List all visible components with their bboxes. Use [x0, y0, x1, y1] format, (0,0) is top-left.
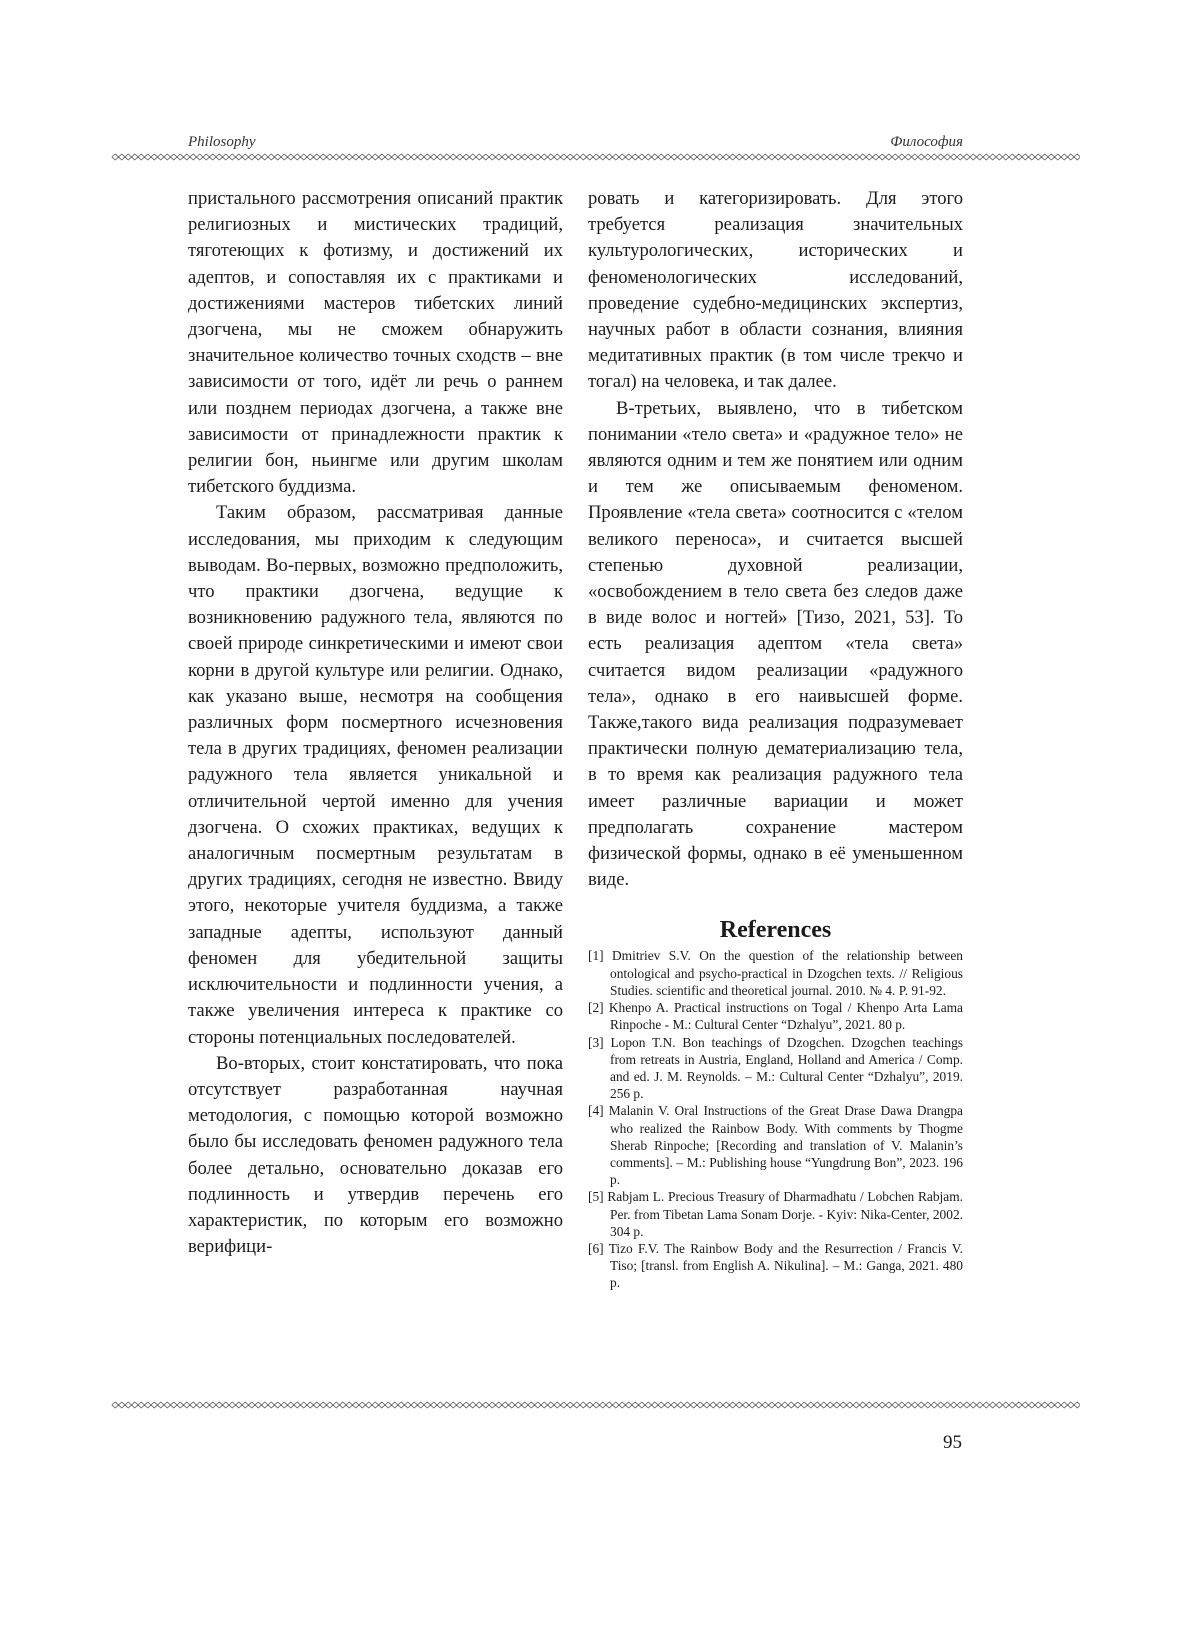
left-column	[188, 186, 563, 1260]
left-paragraph-1: пристального рассмотрения описаний практик религиозных и мистических традиций, тяготеющих к фотизму, и достижений их адептов, и сопоставляя их с практиками и достижениями мастеров тибетских линий дзогчена, мы не сможем обнаружить значительное количество точных сходств – вне зависимости от того, идёт ли речь о раннем или позднем периодах дзогчена, а также вне зависимости от принадлежности практик к религии бон, ньингме или другим школам тибетского буддизма.	[188, 188, 563, 498]
reference-number: [4]	[588, 1103, 604, 1119]
reference-number: [6]	[588, 1240, 604, 1256]
reference-text: Tizo F.V. The Rainbow Body and the Resurrection / Francis V. Tiso; [transl. from English A. Nikulina]. – M.: Ganga, 2021. 480 p.	[608, 1240, 963, 1291]
reference-item	[588, 947, 963, 999]
references-list	[588, 947, 963, 1291]
left-paragraph-3: Во-вторых, стоит констатировать, что пока отсутствует разработанная научная методология, с помощью которой возможно было бы исследовать феномен радужного тела более детально, основательно доказав его подлинность и утвердив перечень его характеристик, по которым его возможно верифици-	[188, 1052, 563, 1258]
references-heading: References	[719, 917, 832, 944]
reference-item	[588, 1188, 963, 1240]
top-ornament-rule	[110, 150, 1080, 164]
bottom-ornament-rule	[110, 1398, 1080, 1412]
reference-item	[588, 1240, 963, 1292]
running-head-right: Философия	[890, 134, 963, 150]
reference-text: Khenpo A. Practical instructions on Togal / Khenpo Arta Lama Rinpoche - M.: Cultural Center “Dzhalyu”, 2021. 80 p.	[608, 1000, 963, 1033]
reference-item	[588, 1034, 963, 1103]
reference-text: Lopon T.N. Bon teachings of Dzogchen. Dzogchen teachings from retreats in Austria, England, Holland and America / Comp. and ed. J. M. Reynolds. – M.: Cultural Center “Dzhalyu”, 2019. 256 p.	[610, 1034, 963, 1102]
reference-text: Rabjam L. Precious Treasury of Dharmadhatu / Lobchen Rabjam. Per. from Tibetan Lama Sonam Dorje. - Kyiv: Nika-Center, 2002. 304 p.	[607, 1189, 963, 1239]
reference-text: Malanin V. Oral Instructions of the Great Drase Dawa Drangpa who realized the Rainbow Body. With comments by Thogme Sherab Rinpoche; [Recording and translation of V. Malanin’s comments]. – M.: Publishing house “Yungdrung Bon”, 2023. 196 p.	[608, 1103, 963, 1188]
reference-number: [1]	[588, 948, 604, 964]
reference-number: [2]	[588, 1000, 604, 1016]
reference-number: [5]	[588, 1189, 604, 1205]
running-head	[188, 134, 963, 151]
left-paragraph-2: Таким образом, рассматривая данные исследования, мы приходим к следующим выводам. Во-первых, возможно предположить, что практики дзогчена, ведущие к возникновению радужного тела, являются по своей природе синкретическими и имеют свои корни в другой культуре или религии. Однако, как указано выше, несмотря на сообщения различных форм посмертного исчезновения тела в других традициях, феномен реализации радужного тела является уникальной и отличительной чертой именно для учения дзогчена. О схожих практиках, ведущих к аналогичным посмертным результатам в других традициях, сегодня не известно. Ввиду этого, некоторые учителя буддизма, а также западные адепты, используют данный феномен для убедительной защиты исключительности и подлинности учения, а также увеличения интереса к практике со стороны потенциальных последователей.	[188, 502, 563, 1048]
right-column	[588, 186, 963, 1292]
right-paragraph-1: ровать и категоризировать. Для этого требуется реализация значительных культурологических, исторических и феноменологических исследований, проведение судебно-медицинских экспертиз, научных работ в области сознания, влияния медитативных практик (в том числе трекчо и тогал) на человека, и так далее.	[588, 188, 963, 393]
page-number: 95	[943, 1432, 962, 1453]
reference-item	[588, 1102, 963, 1188]
reference-item	[588, 999, 963, 1033]
reference-number: [3]	[588, 1034, 604, 1050]
reference-text: Dmitriev S.V. On the question of the relationship between ontological and psycho-practical in Dzogchen texts. // Religious Studies. scientific and theoretical journal. 2010. № 4. P. 91-92.	[610, 948, 963, 998]
right-paragraph-2: В-третьих, выявлено, что в тибетском понимании «тело света» и «радужное тело» не являются одним и тем же понятием или одним и тем же описываемым феноменом. Проявление «тела света» соотносится с «телом великого переноса», и считается высшей степенью духовной реализации, «освобождением в тело света без следов даже в виде волос и ногтей» [Тизо, 2021, 53]. То есть реализация адептом «тела света» считается видом реализации «радужного тела», однако в его наивысшей форме. Также,такого вида реализация подразумевает практически полную дематериализацию тела, в то время как реализация радужного тела имеет различные вариации и может предполагать сохранение мастером физической формы, однако в её уменьшенном виде.	[588, 397, 963, 891]
running-head-left: Philosophy	[188, 134, 256, 150]
